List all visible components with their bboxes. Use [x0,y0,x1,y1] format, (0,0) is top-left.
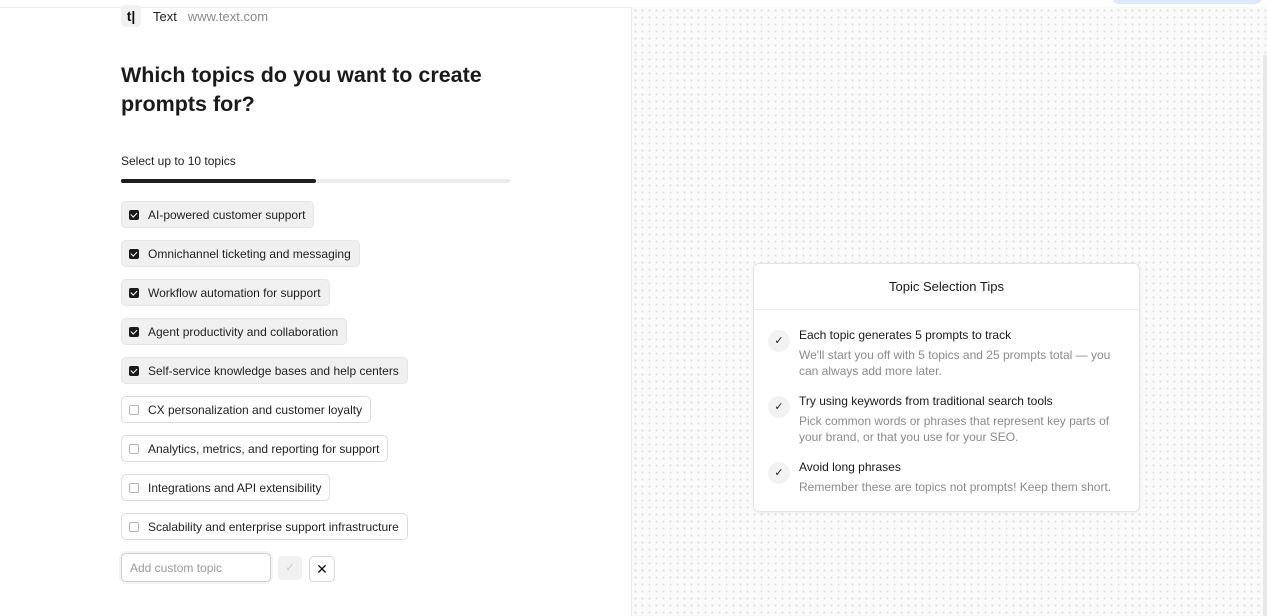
topic-label: Self-service knowledge bases and help centers [148,363,399,378]
topic-label: Omnichannel ticketing and messaging [148,246,351,261]
topic-selection-panel [0,0,631,616]
selection-progress-bar [121,179,510,183]
tip-body: Pick common words or phrases that represent key parts of your brand, or that you use for your SEO. [799,414,1110,444]
confirm-custom-topic-button[interactable] [278,556,302,580]
check-icon: ✓ [285,562,295,574]
checkbox-icon[interactable] [129,249,139,259]
scrollbar[interactable] [1263,55,1267,616]
custom-topic-input[interactable] [121,553,271,582]
tip-heading: Try using keywords from traditional search tools [799,394,1053,408]
brand-header [121,5,268,27]
tip-body: We'll start you off with 5 topics and 25 prompts total — you can always add more later. [799,348,1111,378]
topic-chip[interactable] [121,396,371,423]
topic-chip[interactable] [121,435,388,462]
topic-label: Workflow automation for support [148,285,321,300]
checkbox-icon[interactable] [129,327,139,337]
tip-heading: Avoid long phrases [799,460,901,474]
topic-label: Agent productivity and collaboration [148,324,339,339]
checkbox-icon[interactable] [129,483,139,493]
topic-chip[interactable] [121,201,314,228]
brand-logo: t| [121,5,141,27]
page-title: Which topics do you want to create prompts for? [121,63,482,116]
checkbox-icon[interactable] [129,366,139,376]
selection-progress-fill [121,179,316,183]
topic-chip[interactable] [121,357,408,384]
brand-url: www.text.com [187,8,269,24]
checkbox-icon[interactable] [129,405,139,415]
check-icon: ✓ [768,330,790,352]
topic-chip[interactable] [121,279,330,306]
check-icon: ✓ [768,462,790,484]
topic-chip[interactable] [121,513,408,540]
topic-label: Scalability and enterprise support infrastructure [148,519,399,534]
brand-name: Text [153,8,177,24]
checkbox-icon[interactable] [129,444,139,454]
checkbox-icon[interactable] [129,288,139,298]
topic-label: Analytics, metrics, and reporting for support [148,441,380,456]
topic-label: AI-powered customer support [148,207,306,222]
tip-heading: Each topic generates 5 prompts to track [799,328,1012,342]
selection-instruction: Select up to 10 topics [121,154,236,168]
tips-card [753,263,1140,512]
topic-label: CX personalization and customer loyalty [148,402,363,417]
close-icon: ✕ [316,561,328,577]
topic-chip[interactable] [121,240,360,267]
topic-chip[interactable] [121,474,330,501]
tips-title: Topic Selection Tips [754,264,1139,310]
top-action-button[interactable] [1112,0,1262,4]
tip-body: Remember these are topics not prompts! Keep them short. [799,480,1112,494]
topic-chip[interactable] [121,318,347,345]
check-icon: ✓ [768,396,790,418]
cancel-custom-topic-button[interactable] [309,556,335,582]
checkbox-icon[interactable] [129,522,139,532]
topic-label: Integrations and API extensibility [148,480,322,495]
checkbox-icon[interactable] [129,210,139,220]
